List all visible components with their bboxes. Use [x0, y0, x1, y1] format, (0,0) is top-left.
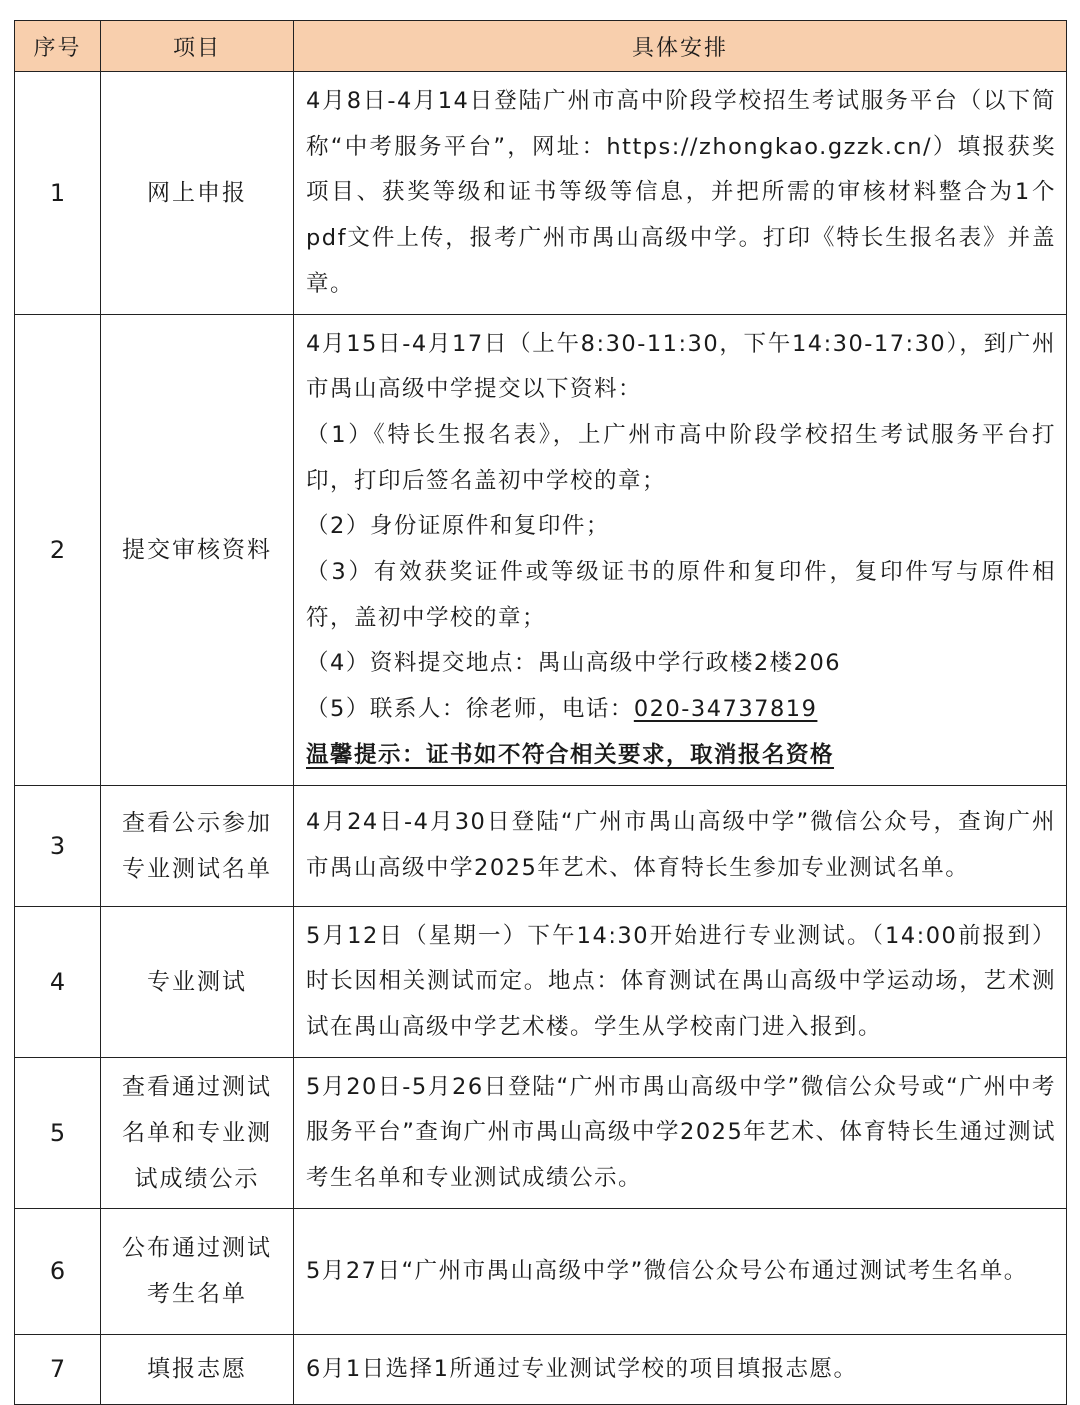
row-arrangement: 6月1日选择1所通过专业测试学校的项目填报志愿。	[294, 1334, 1067, 1404]
row-arrangement	[294, 314, 1067, 785]
row-number: 2	[15, 314, 101, 785]
header-arrangement: 具体安排	[294, 21, 1067, 72]
row-item: 填报志愿	[101, 1334, 294, 1404]
row-item-line: 考生名单	[147, 1281, 247, 1308]
row-number: 4	[15, 906, 101, 1057]
row-arrangement: 5月27日“广州市禺山高级中学”微信公众号公布通过测试考生名单。	[294, 1208, 1067, 1334]
table-row	[15, 1334, 1067, 1404]
table-row	[15, 72, 1067, 315]
arrangement-intro: 4月15日-4月17日（上午8:30-11:30，下午14:30-17:30），到广州市禺山高级中学提交以下资料：	[306, 330, 1056, 403]
row-number: 6	[15, 1208, 101, 1334]
row-item-line: 公布通过测试	[122, 1235, 272, 1262]
row-item-line: 专业测试名单	[122, 855, 272, 882]
row-number: 5	[15, 1057, 101, 1208]
row-arrangement: 5月20日-5月26日登陆“广州市禺山高级中学”微信公众号或“广州中考服务平台”查询广州市禺山高级中学2025年艺术、体育特长生通过测试考生名单和专业测试成绩公示。	[294, 1057, 1067, 1208]
header-item: 项目	[101, 21, 294, 72]
header-serial-number: 序号	[15, 21, 101, 72]
row-item: 提交审核资料	[101, 314, 294, 785]
row-item	[101, 1057, 294, 1208]
warm-notice: 温馨提示：证书如不符合相关要求，取消报名资格	[306, 741, 835, 768]
arrangement-list-item: （4）资料提交地点：禺山高级中学行政楼2楼206	[306, 650, 842, 677]
table-row	[15, 1208, 1067, 1334]
table-row	[15, 1057, 1067, 1208]
schedule-table-container	[14, 20, 1066, 1405]
row-item-line: 试成绩公示	[134, 1165, 260, 1192]
row-item: 网上申报	[101, 72, 294, 315]
row-arrangement: 4月24日-4月30日登陆“广州市禺山高级中学”微信公众号，查询广州市禺山高级中学2025年艺术、体育特长生参加专业测试名单。	[294, 785, 1067, 906]
contact-line	[306, 687, 1056, 733]
table-row	[15, 906, 1067, 1057]
row-item-line: 查看通过测试	[122, 1073, 272, 1100]
arrangement-list-item: （2）身份证原件和复印件；	[306, 513, 610, 540]
row-item-line: 名单和专业测	[122, 1119, 272, 1146]
arrangement-list-item: （1）《特长生报名表》，上广州市高中阶段学校招生考试服务平台打印，打印后签名盖初中学校的章；	[306, 421, 1056, 494]
arrangement-list-item: （3）有效获奖证件或等级证书的原件和复印件，复印件写与原件相符，盖初中学校的章；	[306, 559, 1056, 631]
row-item: 专业测试	[101, 906, 294, 1057]
row-number: 1	[15, 72, 101, 315]
row-arrangement: 4月8日-4月14日登陆广州市高中阶段学校招生考试服务平台（以下简称“中考服务平台”，网址：https://zhongkao.gzzk.cn/）填报获奖项目、获奖等级和证书等级等信息，并把所需的审核材料整合为1个pdf文件上传，报考广州市禺山高级中学。打印《特长生报名表》并盖章。	[294, 72, 1067, 315]
row-item	[101, 785, 294, 906]
contact-phone-link[interactable]: 020-34737819	[633, 696, 818, 723]
table-row	[15, 314, 1067, 785]
contact-label: （5）联系人：徐老师，电话：	[306, 696, 634, 723]
row-number: 3	[15, 785, 101, 906]
schedule-table	[14, 20, 1067, 1405]
table-header-row	[15, 21, 1067, 72]
row-item-line: 查看公示参加	[122, 809, 272, 836]
table-row	[15, 785, 1067, 906]
row-arrangement: 5月12日（星期一）下午14:30开始进行专业测试。（14:00前报到）时长因相关测试而定。地点：体育测试在禺山高级中学运动场，艺术测试在禺山高级中学艺术楼。学生从学校南门进入报到。	[294, 906, 1067, 1057]
row-number: 7	[15, 1334, 101, 1404]
row-item	[101, 1208, 294, 1334]
